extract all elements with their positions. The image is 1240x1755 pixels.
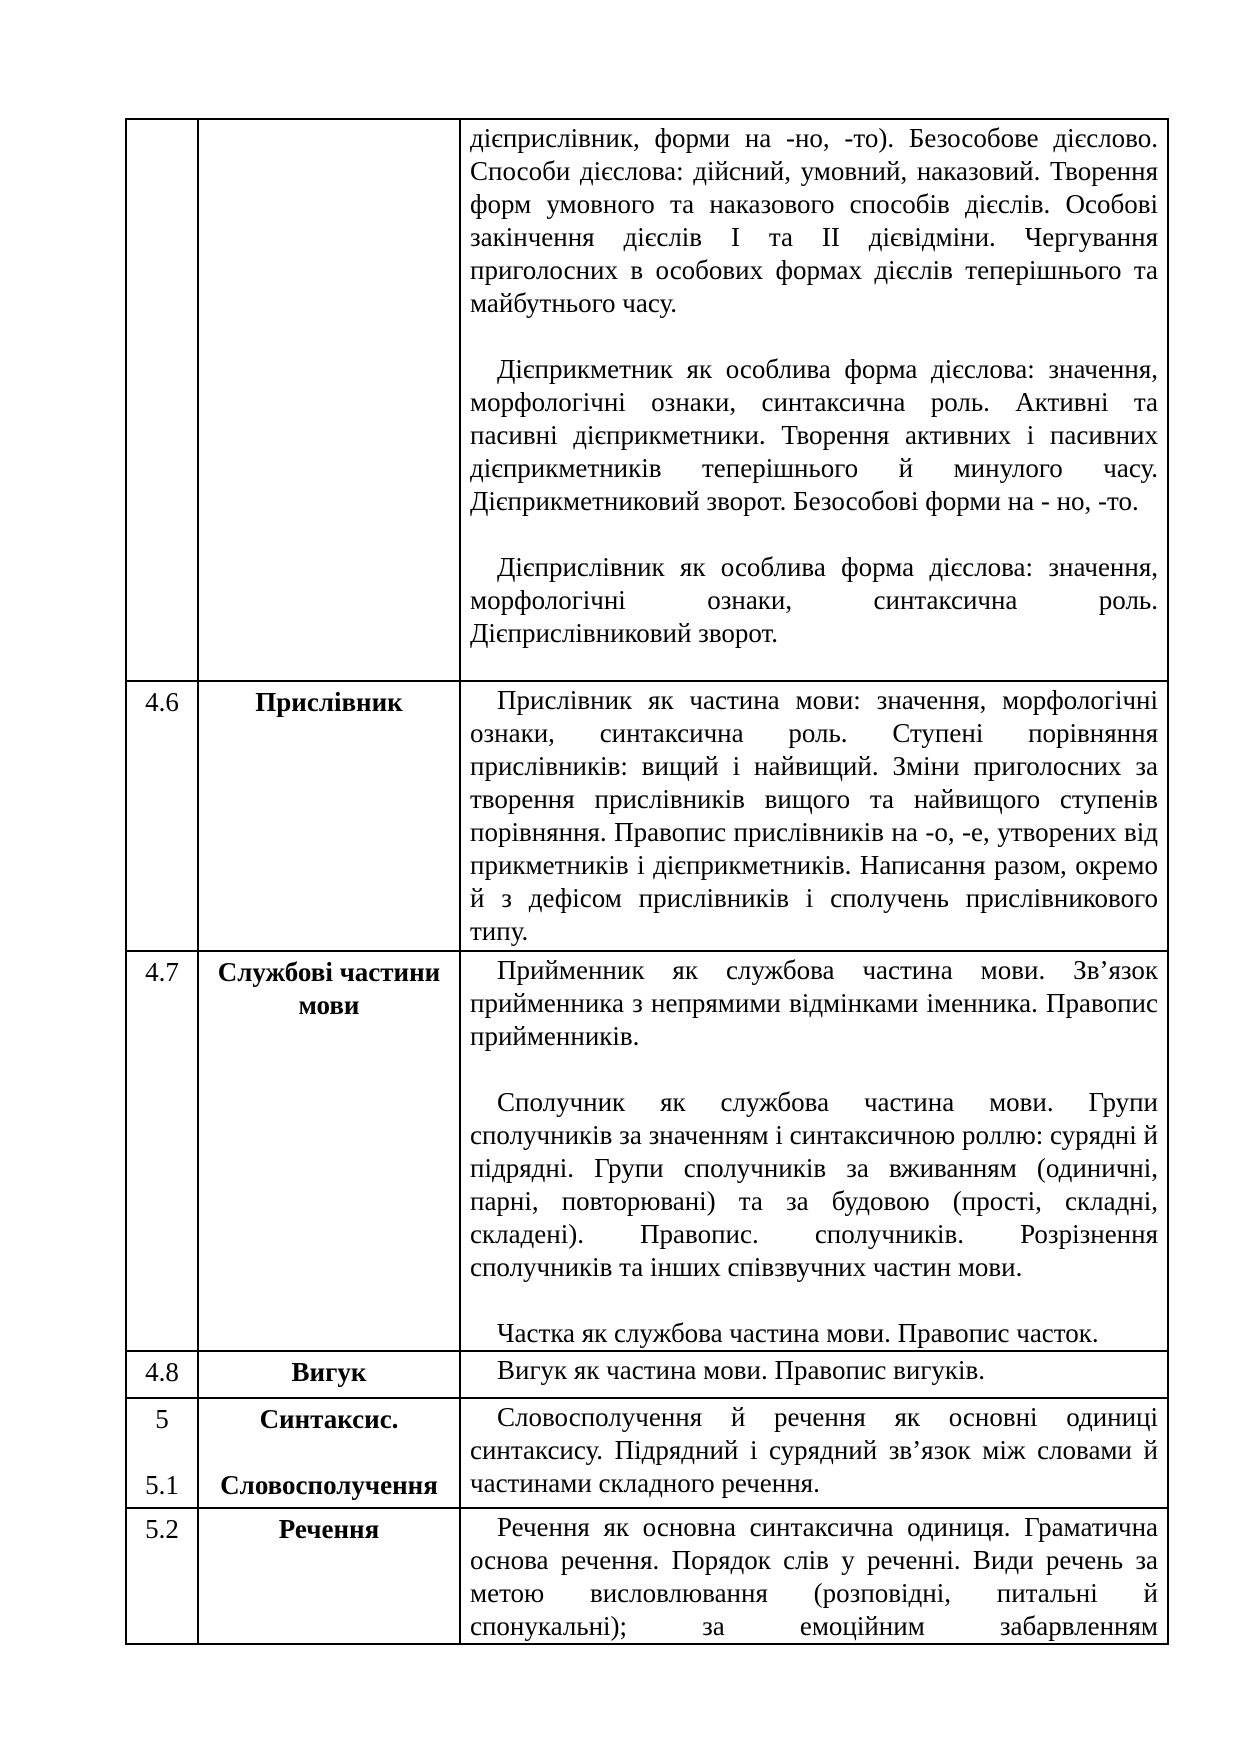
- row-title-secondary: Словосполучення: [220, 1470, 438, 1500]
- row-number-primary: 5: [155, 1404, 169, 1434]
- row-number: 4.6: [126, 681, 198, 951]
- row-paragraph: Частка як службова частина мови. Правопис часток.: [497, 1318, 1099, 1348]
- row-paragraph: Прислівник як частина мови: значення, морфологічні ознаки, синтаксична роль. Ступені порівняння прислівників: вищий і найвищий. Зміни приголосних за творення прислівників вищого та найвищого ступенів порівняння. Правопис прислівників на -о, -е, утворених від прикметників і дієприкметників. Написання разом, окремо й з дефісом прислівників і сполучень прислівникового типу.: [470, 685, 1158, 946]
- row-number-secondary: 5.1: [145, 1470, 179, 1500]
- row-title: [198, 1398, 460, 1508]
- row-number: 4.7: [126, 951, 198, 1351]
- row-description: [460, 1508, 1168, 1644]
- row-paragraph: Речення як основна синтаксична одиниця. Граматична основа речення. Порядок слів у реченні. Види речень за метою висловлювання (розповідні, питальні й спонукальні); за емоційним забарвленням: [470, 1512, 1158, 1641]
- row-description: [460, 951, 1168, 1351]
- row-title-primary: Синтаксис.: [259, 1404, 399, 1434]
- row-number: [126, 1398, 198, 1508]
- table-row: [126, 1508, 1168, 1644]
- row-paragraph: Сполучник як службова частина мови. Групи сполучників за значенням і синтаксичною роллю: сурядні й підрядні. Групи сполучників за вживанням (одиничні, парні, повторювані) та за будовою (прості, складні, складені). Правопис. сполучників. Розрізнення сполучників та інших співзвучних частин мови.: [470, 1087, 1158, 1282]
- row-paragraph: Дієприслівник як особлива форма дієслова: значення, морфологічні ознаки, синтаксична роль. Дієприслівниковий зворот.: [470, 552, 1158, 648]
- row-description: [460, 681, 1168, 951]
- table-row: [126, 119, 1168, 681]
- row-title: Прислівник: [198, 681, 460, 951]
- row-number: 5.2: [126, 1508, 198, 1644]
- row-paragraph: дієприслівник, форми на -но, -то). Безособове дієслово. Способи дієслова: дійсний, умовний, наказовий. Творення форм умовного та наказового способів дієслів. Особові закінчення дієслів I та II дієвідміни. Чергування приголосних в особових формах дієслів теперішнього та майбутнього часу.: [470, 123, 1158, 318]
- row-description: [460, 119, 1168, 681]
- table-row: [126, 951, 1168, 1351]
- row-title: Речення: [198, 1508, 460, 1644]
- row-title: Вигук: [198, 1351, 460, 1398]
- row-title: [198, 119, 460, 681]
- row-title: Службові частини мови: [198, 951, 460, 1351]
- row-paragraph: Словосполучення й речення як основні одиниці синтаксису. Підрядний і сурядний зв’язок між словами й частинами складного речення.: [470, 1402, 1158, 1498]
- row-paragraph: Дієприкметник як особлива форма дієслова: значення, морфологічні ознаки, синтаксична роль. Активні та пасивні дієприкметники. Творення активних і пасивних дієприкметників теперішнього й минулого часу. Дієприкметниковий зворот. Безособові форми на - но, -то.: [470, 354, 1158, 516]
- row-paragraph: Вигук як частина мови. Правопис вигуків.: [497, 1355, 986, 1385]
- table-row: [126, 1351, 1168, 1398]
- row-description: [460, 1398, 1168, 1508]
- row-paragraph: Прийменник як службова частина мови. Зв’язок прийменника з непрямими відмінками іменника. Правопис прийменників.: [470, 955, 1158, 1051]
- row-number: 4.8: [126, 1351, 198, 1398]
- row-number: [126, 119, 198, 681]
- curriculum-table: [125, 118, 1169, 1645]
- table-row: [126, 1398, 1168, 1508]
- row-description: [460, 1351, 1168, 1398]
- table-row: [126, 681, 1168, 951]
